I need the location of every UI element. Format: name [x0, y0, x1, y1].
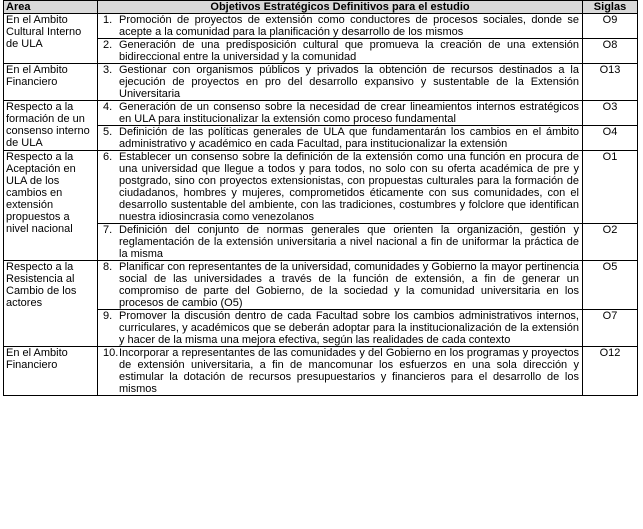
objective-text: Promoción de proyectos de extensión como conductores de procesos sociales, donde se acepte a la comunidad para la planificación y desarrollo de los mismos: [119, 14, 579, 38]
area-cell: Respecto a la Resistencia al Cambio de los actores: [4, 261, 98, 347]
header-siglas: Siglas: [583, 1, 638, 14]
table-row: [4, 224, 638, 261]
objective-cell: [98, 310, 583, 347]
objective-cell: [98, 126, 583, 151]
objective-text: Generación de un consenso sobre la necesidad de crear lineamientos internos estratégicos en ULA para institucionalizar la extensión como proceso fundamental: [119, 101, 579, 125]
objective-number: 10.: [103, 347, 119, 359]
objective-number: 4.: [103, 101, 113, 113]
sigla-cell: O5: [583, 261, 638, 310]
objective-number: 8.: [103, 261, 113, 273]
objective-text: Promover la discusión dentro de cada Facultad sobre los cambios administrativos internos, curriculares, y académicos que se deberán adoptar para la institucionalización de la extensión y hacer de la misma una mejora efectiva, según las realidades de cada contexto: [119, 310, 579, 346]
table-row: [4, 347, 638, 396]
area-cell: Respecto a la formación de un consenso interno de ULA: [4, 101, 98, 151]
objective-cell: [98, 101, 583, 126]
objective-cell: [98, 39, 583, 64]
header-row: [4, 1, 638, 14]
objective-text: Planificar con representantes de la universidad, comunidades y Gobierno la mayor pertinencia social de las universidades a través de la función de extensión, a fin de generar un compromiso de parte del Gobierno, de la sociedad y la comunidad universitaria en los procesos de cambio (O5): [119, 261, 579, 309]
objectives-table-container: [3, 0, 638, 396]
area-cell: En el Ambito Cultural Interno de ULA: [4, 14, 98, 64]
table-row: [4, 39, 638, 64]
objective-cell: [98, 224, 583, 261]
objective-cell: [98, 64, 583, 101]
sigla-cell: O9: [583, 14, 638, 39]
table-row: [4, 126, 638, 151]
table-row: [4, 261, 638, 310]
objective-text: Generación de una predisposición cultural que promueva la creación de una extensión bidireccional entre la universidad y la comunidad: [119, 39, 579, 63]
header-area: Area: [4, 1, 98, 14]
objective-text: Incorporar a representantes de las comunidades y del Gobierno en los programas y proyectos de extensión universitaria, a fin de mancomunar los esfuerzos en una sola dirección y estimular la dotación de recursos presupuestarios y financieros para el desarrollo de los mismos: [119, 347, 579, 395]
sigla-cell: O13: [583, 64, 638, 101]
objective-text: Definición de las políticas generales de ULA que fundamentarán los cambios en el ámbito administrativo y académico en cada Facultad, para institucionalizar la extensión: [119, 126, 579, 150]
objective-text: Definición del conjunto de normas generales que orienten la organización, gestión y reglamentación de la extensión universitaria a nivel nacional a fin de uniformar la práctica de la misma: [119, 224, 579, 260]
table-row: [4, 14, 638, 39]
table-row: [4, 101, 638, 126]
objective-number: 9.: [103, 310, 113, 322]
sigla-cell: O1: [583, 151, 638, 224]
sigla-cell: O7: [583, 310, 638, 347]
header-objetivos: Objetivos Estratégicos Definitivos para el estudio: [98, 1, 583, 14]
objective-number: 1.: [103, 14, 113, 26]
objective-cell: [98, 347, 583, 396]
objective-cell: [98, 14, 583, 39]
sigla-cell: O3: [583, 101, 638, 126]
sigla-cell: O4: [583, 126, 638, 151]
area-cell: En el Ambito Financiero: [4, 64, 98, 101]
objective-number: 7.: [103, 224, 113, 236]
objectives-table: [3, 0, 638, 396]
objective-number: 2.: [103, 39, 113, 51]
objective-number: 6.: [103, 151, 113, 163]
sigla-cell: O8: [583, 39, 638, 64]
table-row: [4, 151, 638, 224]
area-cell: En el Ambito Financiero: [4, 347, 98, 396]
objective-number: 5.: [103, 126, 113, 138]
table-row: [4, 64, 638, 101]
sigla-cell: O2: [583, 224, 638, 261]
objective-cell: [98, 261, 583, 310]
objective-number: 3.: [103, 64, 113, 76]
area-cell: Respecto a la Aceptación en ULA de los cambios en extensión propuestos a nivel nacional: [4, 151, 98, 261]
sigla-cell: O12: [583, 347, 638, 396]
objective-text: Gestionar con organismos públicos y privados la obtención de recursos destinados a la ejecución de proyectos en pro del desarrollo expansivo y sustentable de la Extensión Universitaria: [119, 64, 579, 100]
table-row: [4, 310, 638, 347]
objective-cell: [98, 151, 583, 224]
objective-text: Establecer un consenso sobre la definición de la extensión como una función en procura de una universidad que llegue a todos y para todos, no solo con su oferta académica de pre y postgrado, sino con proyectos extensionistas, con propuestas culturales para la formación de ciudadanos, hombres y mujeres, comprometidos éticamente con sus comunidades, con el desarrollo sustentable del ambiente, con las tradiciones, costumbres y folclore que identifican nuestra idiosincrasia como venezolanos: [119, 151, 579, 223]
